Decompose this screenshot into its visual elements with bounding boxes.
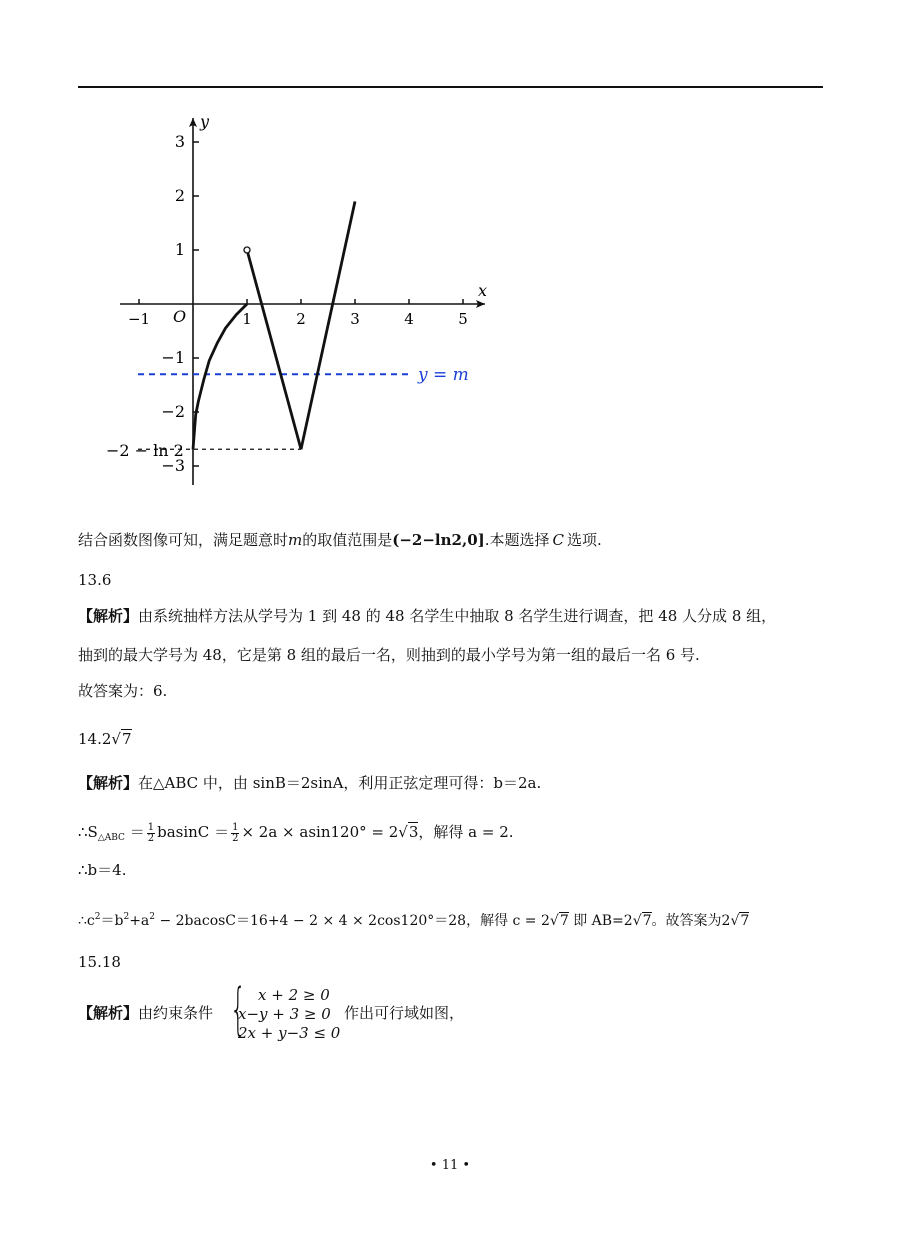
open-point: [244, 247, 250, 253]
q14-coef: 2: [101, 730, 112, 748]
equals-2: ＝: [214, 823, 230, 841]
x-tick-label: −1: [127, 310, 151, 328]
q13-line1: [78, 604, 776, 628]
a-sq: 2: [149, 912, 155, 922]
equation-1: x + 2 ≥ 0: [258, 986, 330, 1004]
s-letter: S: [87, 823, 98, 841]
c-part4: − 2bacosC＝16+4 − 2 × 4 × 2cos120°＝28，解得 c = 2: [155, 913, 550, 929]
analysis-tag: 【解析】: [78, 774, 139, 792]
var-m: m: [288, 531, 303, 549]
conclusion-line: [78, 528, 602, 552]
b-value-line: ∴b＝4.: [78, 861, 127, 879]
q14-area-line: $\therefore S_{\triangle ABC}$ ＝ $\frac{1}{2}$ basinC ＝ $\frac{1}{2}$ × 2a × asin120° = 2√3，解得 a = 2.: [78, 821, 514, 844]
q15-lead: [78, 1002, 213, 1023]
curve-left: [193, 304, 247, 449]
c-sq: 2: [94, 912, 101, 922]
q13-line3: 故答案为：6.: [78, 682, 168, 700]
q14-line1: [78, 771, 541, 795]
q15-lead-text: 由约束条件: [138, 1004, 214, 1022]
q13-number: 13.6: [78, 571, 112, 589]
page-number: • 11 •: [429, 1158, 471, 1173]
segment-up: [301, 201, 355, 449]
left-brace-icon: {: [230, 977, 247, 1042]
y-tick-label: −2: [161, 402, 185, 421]
s-subscript: △ABC: [97, 833, 125, 843]
ab-radicand: 7: [642, 913, 652, 929]
eq1-mid: basinC: [157, 823, 210, 841]
c-part2: ＝b: [100, 913, 124, 929]
therefore-symbol: ∴: [78, 823, 88, 841]
b-sq: 2: [123, 912, 130, 922]
equation-3: 2x + y−3 ≤ 0: [238, 1024, 341, 1042]
q14-radicand: 7: [121, 730, 132, 748]
y-axis-label: y: [200, 112, 210, 131]
x-tick-label: 4: [404, 310, 414, 328]
segment-down: [247, 250, 301, 449]
analysis-tag: 【解析】: [78, 607, 139, 625]
y-tick-label: −1: [161, 348, 185, 367]
x-tick-label: 3: [350, 310, 360, 328]
frac-num: 1: [232, 821, 239, 833]
origin-label: O: [173, 307, 187, 326]
y-tick-label: −3: [161, 456, 185, 475]
q14-text1: 在△ABC 中，由 sinB＝2sinA，利用正弦定理可得：b＝2a.: [138, 774, 542, 792]
y-tick-label: 1: [174, 240, 185, 259]
axes: [120, 118, 488, 485]
frac-den: 2: [232, 832, 239, 844]
q15-number: 15.18: [78, 953, 121, 971]
answer-radicand: 7: [740, 913, 750, 929]
y-tick-label: 3: [174, 132, 185, 151]
range: (−2−ln2,0]: [392, 531, 485, 549]
frac-num: 1: [147, 821, 155, 833]
eq1-rest: × 2a × asin120° = 2: [241, 823, 399, 841]
x-tick-label: 2: [296, 310, 306, 328]
solve-a: ，解得 a = 2.: [418, 823, 514, 841]
c-part3: +a: [129, 913, 150, 929]
special-y-label: −2 − ln 2: [106, 441, 184, 460]
c-value-line: $\therefore c^2=b^2+a^2 - 2bacosC=16+4 - 2 \times 4 \times 2\cos 120^\circ=28$，解得 c = 2√7 即 AB=2√7。故答案为2√7: [78, 912, 750, 929]
y-tick-label: 2: [174, 186, 185, 205]
conclusion-b: 的取值范围是: [302, 531, 393, 549]
frac-den: 2: [147, 832, 155, 844]
x-tick-label: 5: [458, 310, 468, 328]
choice: C: [552, 531, 564, 549]
q15-tail: 作出可行域如图，: [344, 1004, 465, 1022]
analysis-tag: 【解析】: [78, 1004, 139, 1022]
fraction-half-1: [147, 823, 155, 844]
q13-line2: 抽到的最大学号为 48，它是第 8 组的最后一名，则抽到的最小学号为第一组的最后一名 6 号.: [78, 646, 700, 664]
conclusion-d: 选项.: [567, 531, 602, 549]
function-graph: [0, 0, 520, 500]
equals-1: ＝: [129, 823, 145, 841]
c-part5: 即 AB=2: [568, 913, 633, 929]
c-part6: 。故答案为2: [651, 913, 731, 929]
x-tick-label: 1: [242, 310, 252, 328]
x-axis-label: x: [478, 281, 488, 300]
conclusion-a: 结合函数图像可知，满足题意时: [78, 531, 289, 549]
equations: [238, 986, 340, 1043]
equation-2: x−y + 3 ≥ 0: [238, 1005, 331, 1023]
conclusion-c: .本题选择: [484, 531, 550, 549]
c-radicand: 7: [559, 913, 569, 929]
fraction-half-2: [231, 823, 239, 844]
line-label: y = m: [418, 365, 469, 385]
c-part1: ∴c: [78, 913, 95, 929]
q14-num: 14.: [78, 730, 102, 748]
sqrt3-radicand: 3: [408, 823, 419, 841]
q14-number: 14.2√7: [78, 730, 132, 748]
q13-text1: 由系统抽样方法从学号为 1 到 48 的 48 名学生中抽取 8 名学生进行调查，把 48 人分成 8 组，: [138, 607, 777, 625]
